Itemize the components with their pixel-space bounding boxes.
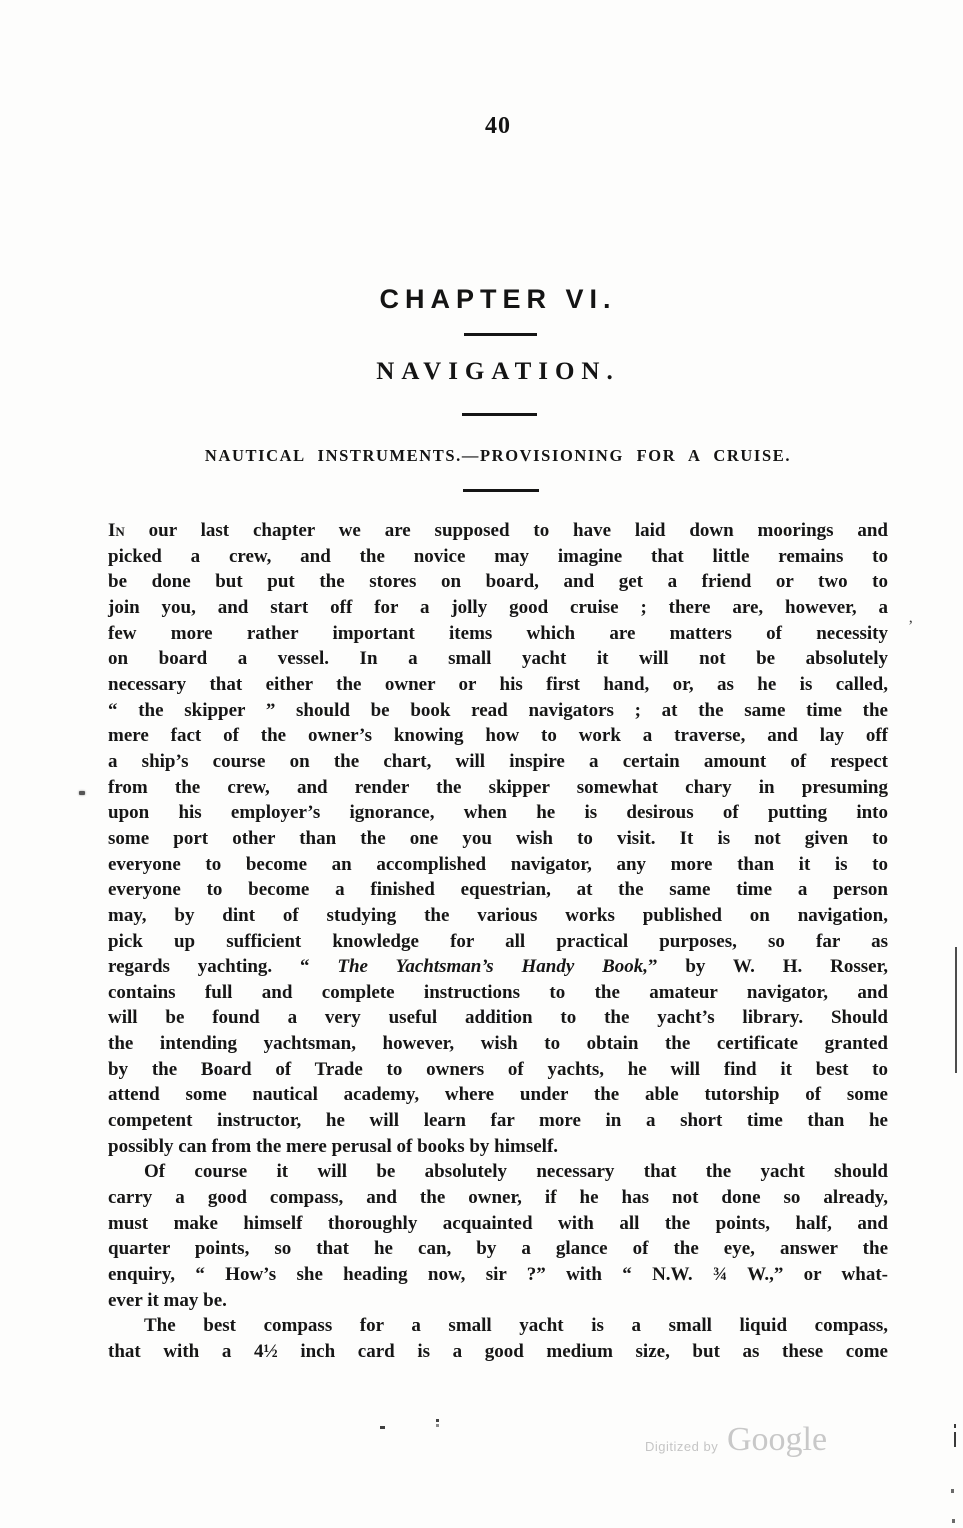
chapter-title: NAVIGATION. [376,358,620,385]
text-line: be done but put the stores on board, and get a friend or two to [108,571,888,593]
text-line: will be found a very useful addition to the yacht’s library. Should [108,1007,888,1029]
text-line: The best compass for a small yacht is a small liquid compass, [144,1315,888,1337]
divider-rule-top [464,333,537,336]
digitized-by-label: Digitized by [645,1439,719,1454]
scan-artifact-dots [436,1419,439,1422]
text-line: everyone to become a finished equestrian, at the same time a person [108,879,888,901]
text-line: mere fact of the owner’s knowing how to work a traverse, and lay off [108,725,888,747]
text-line: few more rather important items which are matters of necessity [108,622,888,644]
text-line: carry a good compass, and the owner, if he has not done so already, [108,1187,888,1209]
text-line: Of course it will be absolutely necessary that the yacht should [144,1161,888,1183]
body-text [108,520,888,1367]
page-number: 40 [485,113,511,139]
divider-rule-middle [462,413,537,416]
text-line: some port other than the one you wish to visit. It is not given to [108,827,888,849]
text-line: enquiry, “ How’s she heading now, sir ?” with “ N.W. ¾ W.,” or what- [108,1264,888,1286]
scan-artifact-edge-dot [952,1519,955,1523]
google-logo: Google [727,1421,828,1458]
scan-artifact-dash [380,1426,385,1429]
text-line: contains full and complete instructions to the amateur navigator, and [108,981,888,1003]
text-line: attend some nautical academy, where under the able tutorship of some [108,1084,888,1106]
text-line: from the crew, and render the skipper somewhat chary in presuming [108,776,888,798]
text-line: the intending yachtsman, however, wish to obtain the certificate granted [108,1033,888,1055]
text-line: pick up sufficient knowledge for all practical purposes, so far as [108,930,888,952]
text-line: In our last chapter we are supposed to have laid down moorings and [108,520,888,541]
text-line: quarter points, so that he can, by a glance of the eye, answer the [108,1238,888,1260]
scan-artifact-edge-dot [951,1489,954,1493]
scan-artifact-edge-tick [954,1432,956,1447]
text-line: by the Board of Trade to owners of yachts, he will find it best to [108,1058,888,1080]
scan-artifact-speck [79,791,85,795]
text-line: everyone to become an accomplished navigator, any more than it is to [108,853,888,875]
text-line: join you, and start off for a jolly good cruise ; there are, however, a [108,596,888,618]
text-line: picked a crew, and the novice may imagine that little remains to [108,545,888,567]
text-line: upon his employer’s ignorance, when he is desirous of putting into [108,802,888,824]
text-line: that with a 4½ inch card is a good medium size, but as these come [108,1341,888,1362]
chapter-heading: CHAPTER VI. [379,284,617,314]
scan-artifact-edge-tick [954,1424,956,1428]
text-line: ever it may be. [108,1289,227,1311]
text-line: a ship’s course on the chart, will inspire a certain amount of respect [108,750,888,772]
text-line: may, by dint of studying the various works published on navigation, [108,904,888,926]
text-line: on board a vessel. In a small yacht it will not be absolutely [108,648,888,670]
text-line: regards yachting. “ The Yachtsman’s Handy Book,” by W. H. Rosser, [108,956,889,978]
section-heading: NAUTICAL INSTRUMENTS.—PROVISIONING FOR A CRUISE. [204,446,792,465]
text-line: must make himself thoroughly acquainted with all the points, half, and [108,1212,888,1234]
text-line: possibly can from the mere perusal of books by himself. [108,1135,559,1157]
text-line: competent instructor, he will learn far more in a short time than he [108,1110,888,1132]
text-line: “ the skipper ” should be book read navigators ; at the same time the [108,699,888,721]
text-line: necessary that either the owner or his first hand, or, as he is called, [108,673,888,695]
scan-artifact-edge-line [955,947,957,1073]
scan-artifact-comma: ’ [908,618,914,635]
divider-rule-bottom [463,489,539,492]
